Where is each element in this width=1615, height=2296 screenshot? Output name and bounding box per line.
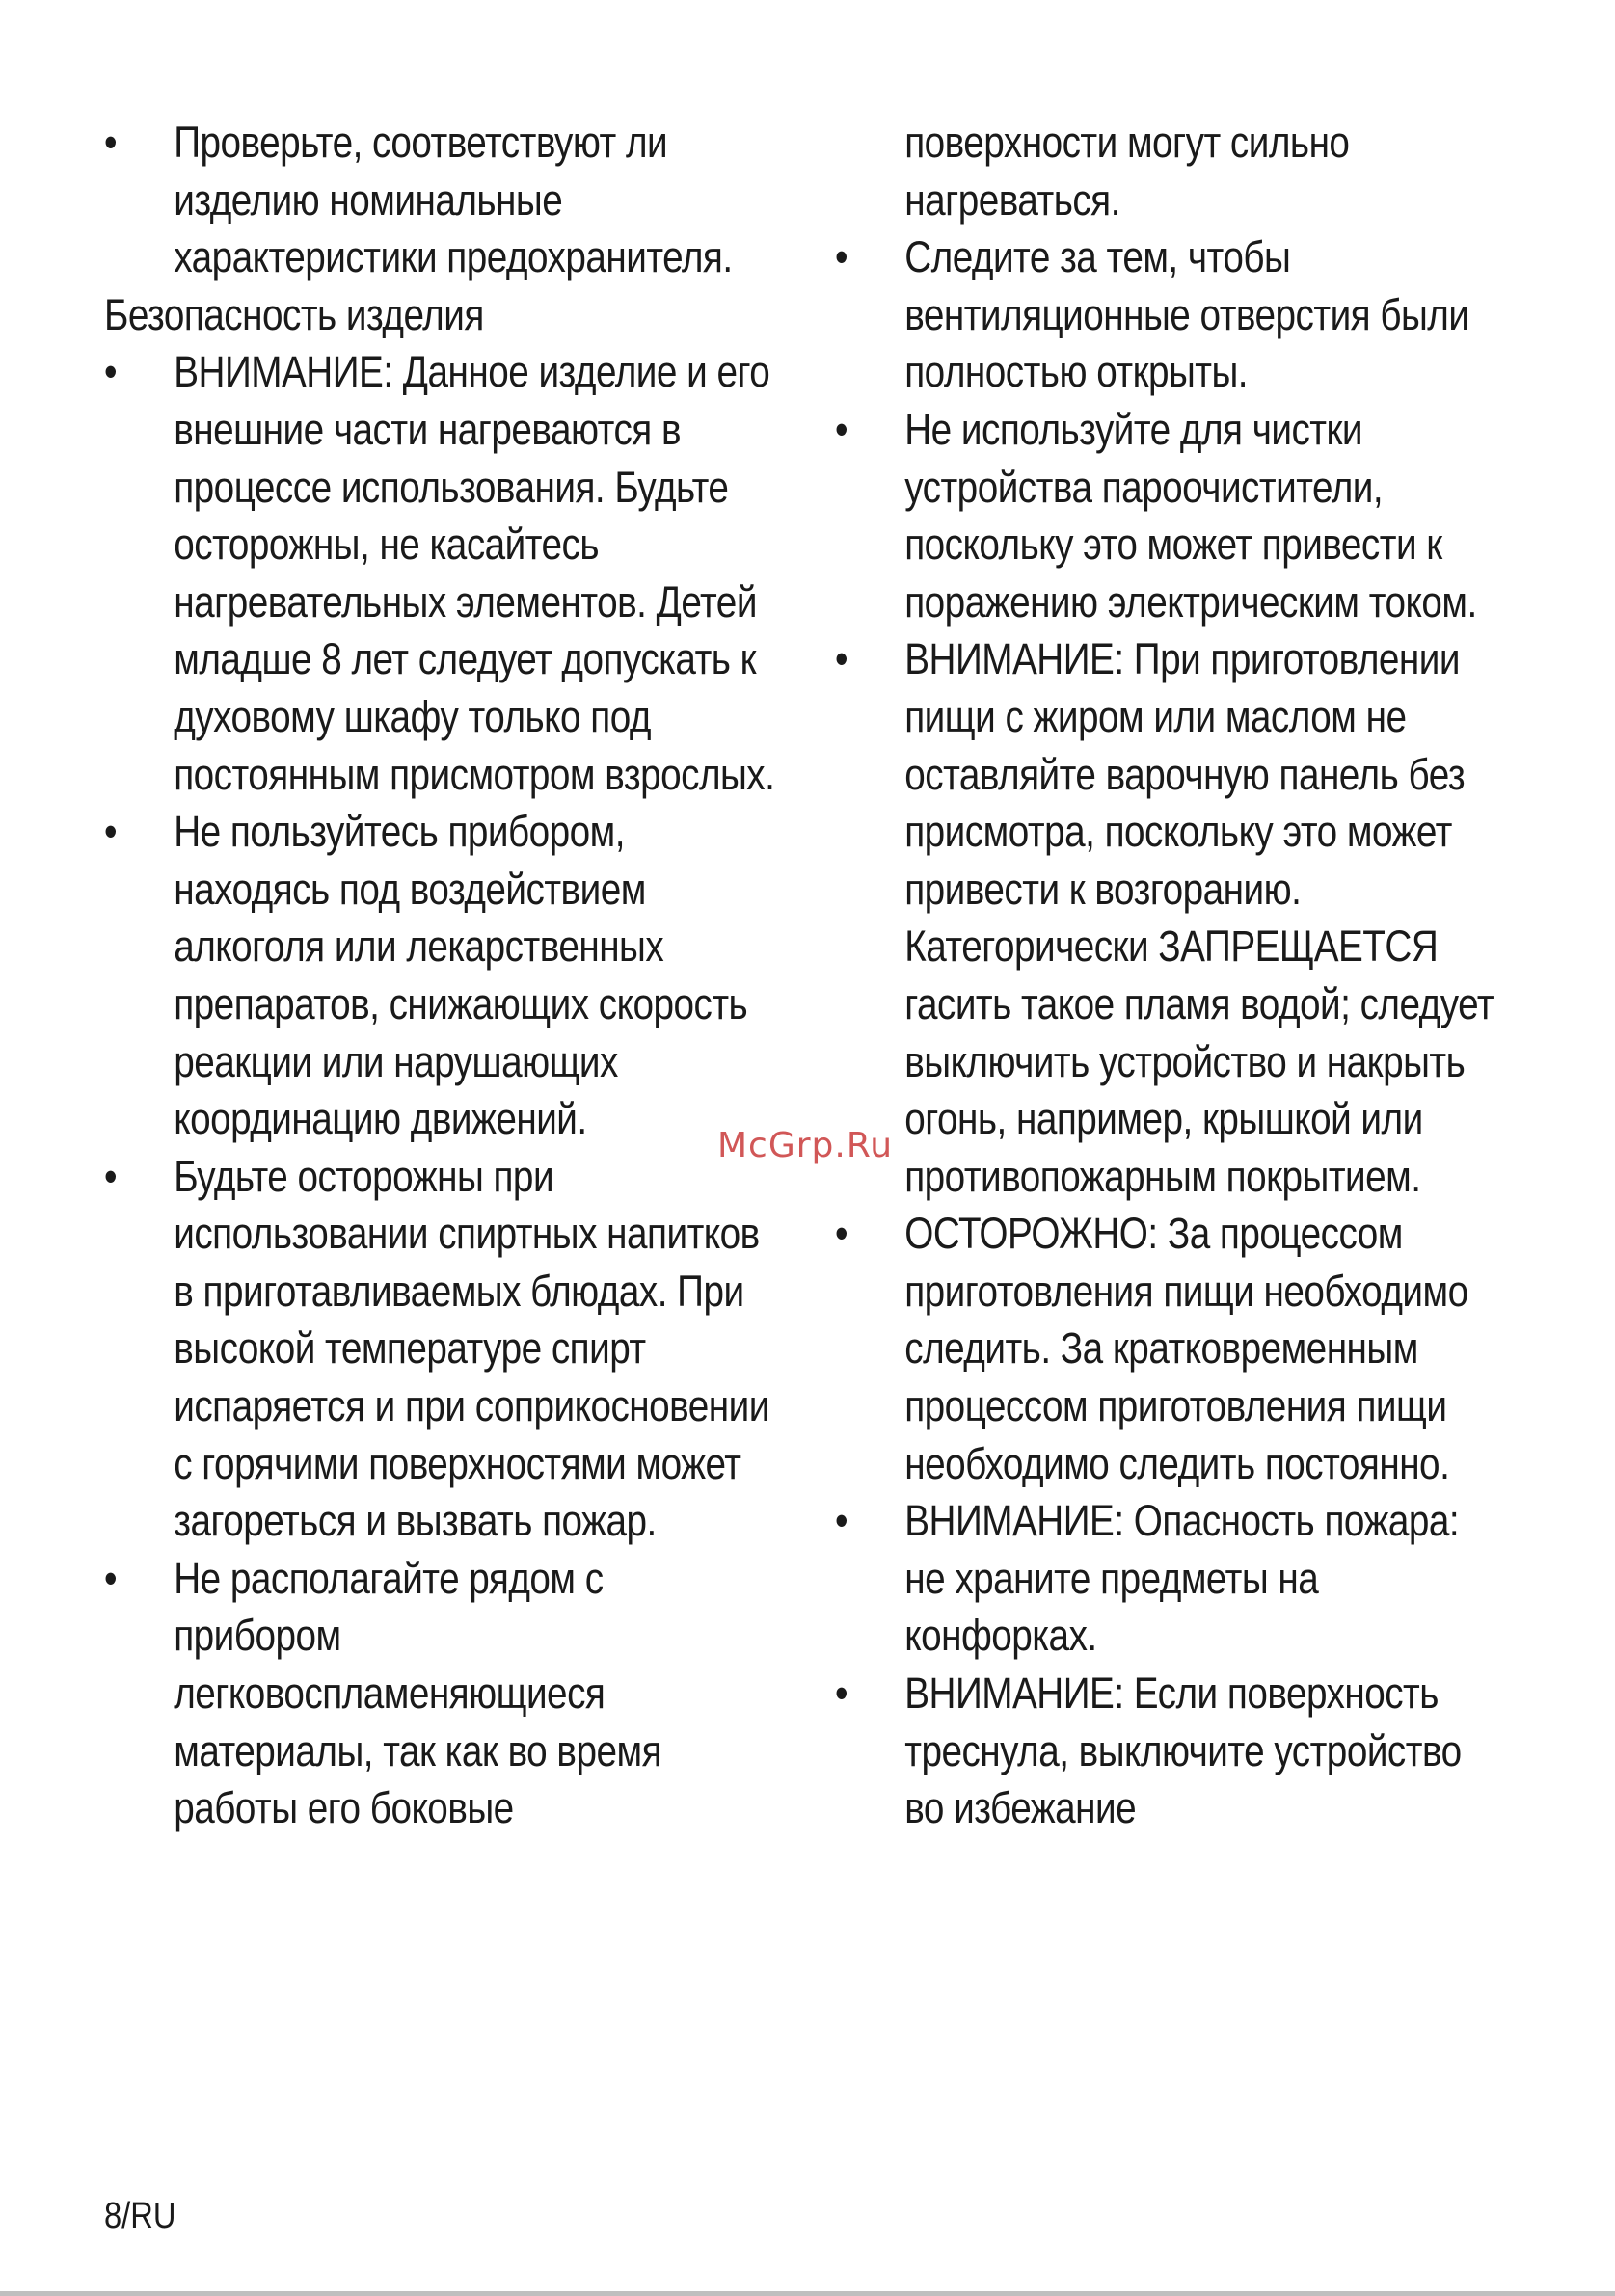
bullet: • — [835, 232, 848, 282]
bullet: • — [835, 1209, 848, 1259]
right-column — [835, 114, 1501, 1837]
bullet: • — [835, 1496, 848, 1546]
item-text: ВНИМАНИЕ: Если поверхность треснула, выключите устройство во избежание — [904, 1669, 1462, 1833]
list-item-cracked-surface — [835, 1665, 1501, 1837]
section-heading: Безопасность изделия — [104, 289, 484, 339]
list-item-alcohol — [104, 803, 777, 1148]
page-number: 8/RU — [104, 2196, 176, 2236]
left-safety-list — [104, 343, 777, 1836]
continued-text: поверхности могут сильно нагреваться. — [904, 118, 1350, 225]
bullet: • — [104, 807, 118, 857]
list-item-hot-parts — [104, 343, 777, 803]
item-text: Не располагайте рядом с прибором легковоспламеняющиеся материалы, так как во время работы его боковые — [174, 1553, 662, 1833]
list-item-vents — [835, 228, 1501, 401]
list-item-check-fuse — [104, 114, 777, 286]
bullet: • — [104, 347, 118, 397]
bullet: • — [835, 404, 848, 454]
list-item-flammables — [104, 1550, 777, 1837]
watermark: McGrp.Ru — [717, 1126, 894, 1165]
bullet: • — [104, 1553, 118, 1603]
item-text: Будьте осторожны при использовании спиртных напитков в приготавливаемых блюдах. При высокой температуре спирт испаряется и при соприкосновении с горячими поверхностями может загореться и вызвать пожар. — [174, 1151, 769, 1546]
bullet: • — [104, 1151, 118, 1201]
item-text: ВНИМАНИЕ: Опасность пожара: не храните предметы на конфорках. — [904, 1496, 1460, 1661]
left-list — [104, 114, 777, 286]
list-item-supervise — [835, 1205, 1501, 1492]
bullet: • — [835, 634, 848, 684]
list-item-steam-cleaner — [835, 401, 1501, 630]
item-text: Не пользуйтесь прибором, находясь под воздействием алкоголя или лекарственных препаратов, снижающих скорость реакции или нарушающих координацию движений. — [174, 807, 748, 1144]
item-text: ВНИМАНИЕ: При приготовлении пищи с жиром или маслом не оставляйте варочную панель без присмотра, поскольку это может привести к возгоранию. Категорически ЗАПРЕЩАЕТСЯ гасить такое пламя водой; следует выключить устройство и накрыть огонь, например, крышкой или противопожарным покрытием. — [904, 634, 1494, 1201]
bottom-rule — [0, 2291, 1615, 2296]
bullet: • — [835, 1669, 848, 1719]
list-item-storage — [835, 1492, 1501, 1665]
item-text: ОСТОРОЖНО: За процессом приготовления пищи необходимо следить. За кратковременным процессом приготовления пищи необходимо следить постоянно. — [904, 1209, 1468, 1488]
list-item-spirits — [104, 1148, 777, 1550]
bullet: • — [104, 118, 118, 167]
item-text: Проверьте, соответствуют ли изделию номинальные характеристики предохранителя. — [174, 118, 733, 282]
item-text: Не используйте для чистки устройства пароочистители, поскольку это может привести к поражению электрическим током. — [904, 404, 1477, 627]
right-safety-list — [835, 228, 1501, 1837]
list-item-fat-fire — [835, 630, 1501, 1205]
left-column — [104, 114, 777, 1837]
item-text: Следите за тем, чтобы вентиляционные отверстия были полностью открыты. — [904, 232, 1469, 397]
item-text: ВНИМАНИЕ: Данное изделие и его внешние части нагреваются в процессе использования. Будьте осторожны, не касайтесь нагревательных элементов. Детей младше 8 лет следует допускать к духовому шкафу только под постоянным присмотром взрослых. — [174, 347, 775, 799]
